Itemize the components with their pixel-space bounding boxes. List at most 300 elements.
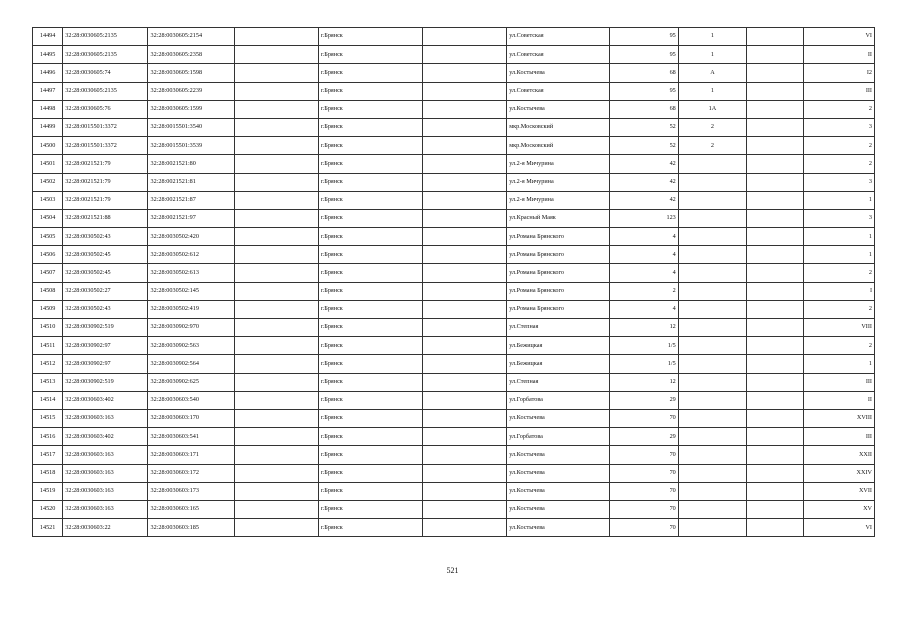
parcel-cadastral-number: 32:28:0030902:519 <box>63 319 148 337</box>
table-row <box>33 264 875 282</box>
spacer-cell <box>747 409 804 427</box>
empty-cell <box>423 137 507 155</box>
apartment-number: III <box>804 428 875 446</box>
parcel-cadastral-number: 32:28:0015501:3372 <box>63 137 148 155</box>
house-number: 68 <box>610 64 678 82</box>
row-number: 14519 <box>33 482 63 500</box>
empty-cell <box>423 282 507 300</box>
table-row <box>33 64 875 82</box>
apartment-number: XVIII <box>804 409 875 427</box>
row-number: 14504 <box>33 209 63 227</box>
object-cadastral-number: 32:28:0030603:170 <box>148 409 234 427</box>
spacer-cell <box>747 155 804 173</box>
city: г.Брянск <box>318 118 422 136</box>
row-number: 14509 <box>33 300 63 318</box>
row-number: 14503 <box>33 191 63 209</box>
apartment-number: VI <box>804 28 875 46</box>
empty-cell <box>423 264 507 282</box>
parcel-cadastral-number: 32:28:0030902:97 <box>63 337 148 355</box>
row-number: 14495 <box>33 46 63 64</box>
apartment-number: XXIV <box>804 464 875 482</box>
street: ул.2-я Мичурина <box>507 155 610 173</box>
house-number: 95 <box>610 28 678 46</box>
city: г.Брянск <box>318 464 422 482</box>
parcel-cadastral-number: 32:28:0030603:163 <box>63 500 148 518</box>
row-number: 14507 <box>33 264 63 282</box>
empty-cell <box>423 464 507 482</box>
spacer-cell <box>747 355 804 373</box>
city: г.Брянск <box>318 137 422 155</box>
street: ул.Советская <box>507 82 610 100</box>
table-row <box>33 191 875 209</box>
empty-cell <box>234 519 318 537</box>
house-number: 1/5 <box>610 355 678 373</box>
table-row <box>33 46 875 64</box>
empty-cell <box>423 319 507 337</box>
empty-cell <box>234 446 318 464</box>
street: ул.Красный Маяк <box>507 209 610 227</box>
empty-cell <box>423 100 507 118</box>
spacer-cell <box>747 500 804 518</box>
city: г.Брянск <box>318 500 422 518</box>
apartment-number: 2 <box>804 300 875 318</box>
building-number <box>678 173 746 191</box>
parcel-cadastral-number: 32:28:0021521:88 <box>63 209 148 227</box>
house-number: 95 <box>610 82 678 100</box>
object-cadastral-number: 32:28:0030603:541 <box>148 428 234 446</box>
apartment-number: XXII <box>804 446 875 464</box>
house-number: 70 <box>610 482 678 500</box>
street: ул.Романа Брянского <box>507 300 610 318</box>
empty-cell <box>423 28 507 46</box>
spacer-cell <box>747 28 804 46</box>
object-cadastral-number: 32:28:0030502:420 <box>148 228 234 246</box>
object-cadastral-number: 32:28:0030603:185 <box>148 519 234 537</box>
row-number: 14505 <box>33 228 63 246</box>
apartment-number: 1 <box>804 355 875 373</box>
empty-cell <box>423 246 507 264</box>
empty-cell <box>423 409 507 427</box>
apartment-number: XVII <box>804 482 875 500</box>
city: г.Брянск <box>318 82 422 100</box>
spacer-cell <box>747 173 804 191</box>
object-cadastral-number: 32:28:0030605:2358 <box>148 46 234 64</box>
row-number: 14514 <box>33 391 63 409</box>
row-number: 14511 <box>33 337 63 355</box>
empty-cell <box>423 191 507 209</box>
parcel-cadastral-number: 32:28:0021521:79 <box>63 173 148 191</box>
building-number <box>678 464 746 482</box>
parcel-cadastral-number: 32:28:0030502:43 <box>63 228 148 246</box>
row-number: 14516 <box>33 428 63 446</box>
spacer-cell <box>747 373 804 391</box>
street: ул.Степная <box>507 373 610 391</box>
parcel-cadastral-number: 32:28:0021521:79 <box>63 191 148 209</box>
city: г.Брянск <box>318 373 422 391</box>
street: ул.Костычева <box>507 409 610 427</box>
apartment-number: II <box>804 391 875 409</box>
city: г.Брянск <box>318 337 422 355</box>
street: ул.Степная <box>507 319 610 337</box>
house-number: 12 <box>610 319 678 337</box>
empty-cell <box>234 355 318 373</box>
spacer-cell <box>747 264 804 282</box>
object-cadastral-number: 32:28:0030605:2154 <box>148 28 234 46</box>
empty-cell <box>234 482 318 500</box>
row-number: 14497 <box>33 82 63 100</box>
parcel-cadastral-number: 32:28:0030603:163 <box>63 409 148 427</box>
building-number <box>678 228 746 246</box>
apartment-number: 3 <box>804 173 875 191</box>
street: ул.Костычева <box>507 519 610 537</box>
spacer-cell <box>747 228 804 246</box>
parcel-cadastral-number: 32:28:0030502:27 <box>63 282 148 300</box>
spacer-cell <box>747 428 804 446</box>
object-cadastral-number: 32:28:0021521:81 <box>148 173 234 191</box>
city: г.Брянск <box>318 191 422 209</box>
city: г.Брянск <box>318 246 422 264</box>
street: ул.Романа Брянского <box>507 228 610 246</box>
empty-cell <box>234 409 318 427</box>
table-row <box>33 28 875 46</box>
apartment-number: VIII <box>804 319 875 337</box>
empty-cell <box>234 282 318 300</box>
table-row <box>33 118 875 136</box>
row-number: 14498 <box>33 100 63 118</box>
row-number: 14496 <box>33 64 63 82</box>
parcel-cadastral-number: 32:28:0030502:43 <box>63 300 148 318</box>
building-number: А <box>678 64 746 82</box>
spacer-cell <box>747 118 804 136</box>
house-number: 123 <box>610 209 678 227</box>
apartment-number: III <box>804 82 875 100</box>
house-number: 4 <box>610 300 678 318</box>
street: ул.2-я Мичурина <box>507 173 610 191</box>
empty-cell <box>234 337 318 355</box>
building-number: 1А <box>678 100 746 118</box>
house-number: 4 <box>610 246 678 264</box>
house-number: 29 <box>610 428 678 446</box>
empty-cell <box>423 173 507 191</box>
empty-cell <box>234 173 318 191</box>
empty-cell <box>234 100 318 118</box>
apartment-number: VI <box>804 519 875 537</box>
parcel-cadastral-number: 32:28:0021521:79 <box>63 155 148 173</box>
city: г.Брянск <box>318 409 422 427</box>
object-cadastral-number: 32:28:0030605:1598 <box>148 64 234 82</box>
building-number <box>678 319 746 337</box>
spacer-cell <box>747 464 804 482</box>
object-cadastral-number: 32:28:0030603:171 <box>148 446 234 464</box>
row-number: 14512 <box>33 355 63 373</box>
parcel-cadastral-number: 32:28:0030605:2135 <box>63 28 148 46</box>
object-cadastral-number: 32:28:0030502:145 <box>148 282 234 300</box>
spacer-cell <box>747 191 804 209</box>
object-cadastral-number: 32:28:0030603:173 <box>148 482 234 500</box>
table-row <box>33 209 875 227</box>
building-number <box>678 355 746 373</box>
building-number <box>678 300 746 318</box>
empty-cell <box>234 28 318 46</box>
empty-cell <box>423 118 507 136</box>
empty-cell <box>234 82 318 100</box>
city: г.Брянск <box>318 209 422 227</box>
row-number: 14494 <box>33 28 63 46</box>
row-number: 14501 <box>33 155 63 173</box>
city: г.Брянск <box>318 28 422 46</box>
parcel-cadastral-number: 32:28:0030902:519 <box>63 373 148 391</box>
row-number: 14506 <box>33 246 63 264</box>
empty-cell <box>423 82 507 100</box>
city: г.Брянск <box>318 446 422 464</box>
house-number: 52 <box>610 137 678 155</box>
spacer-cell <box>747 319 804 337</box>
spacer-cell <box>747 209 804 227</box>
street: ул.Бежицкая <box>507 355 610 373</box>
city: г.Брянск <box>318 100 422 118</box>
street: ул.Романа Брянского <box>507 246 610 264</box>
table-row <box>33 82 875 100</box>
empty-cell <box>423 228 507 246</box>
object-cadastral-number: 32:28:0021521:97 <box>148 209 234 227</box>
row-number: 14517 <box>33 446 63 464</box>
row-number: 14500 <box>33 137 63 155</box>
building-number <box>678 519 746 537</box>
table-row <box>33 409 875 427</box>
table-row <box>33 282 875 300</box>
table-row <box>33 464 875 482</box>
parcel-cadastral-number: 32:28:0030902:97 <box>63 355 148 373</box>
apartment-number: 2 <box>804 264 875 282</box>
spacer-cell <box>747 82 804 100</box>
spacer-cell <box>747 100 804 118</box>
empty-cell <box>234 137 318 155</box>
empty-cell <box>234 155 318 173</box>
city: г.Брянск <box>318 391 422 409</box>
table-row <box>33 100 875 118</box>
parcel-cadastral-number: 32:28:0030502:45 <box>63 246 148 264</box>
house-number: 70 <box>610 500 678 518</box>
spacer-cell <box>747 519 804 537</box>
empty-cell <box>234 373 318 391</box>
city: г.Брянск <box>318 519 422 537</box>
apartment-number: XV <box>804 500 875 518</box>
object-cadastral-number: 32:28:0021521:87 <box>148 191 234 209</box>
city: г.Брянск <box>318 482 422 500</box>
object-cadastral-number: 32:28:0030502:419 <box>148 300 234 318</box>
table-row <box>33 482 875 500</box>
house-number: 42 <box>610 191 678 209</box>
building-number: 2 <box>678 118 746 136</box>
empty-cell <box>423 428 507 446</box>
row-number: 14508 <box>33 282 63 300</box>
table-row <box>33 246 875 264</box>
table-row <box>33 337 875 355</box>
empty-cell <box>423 391 507 409</box>
street: ул.2-я Мичурина <box>507 191 610 209</box>
empty-cell <box>234 64 318 82</box>
city: г.Брянск <box>318 355 422 373</box>
table-row <box>33 155 875 173</box>
building-number: 1 <box>678 46 746 64</box>
street: ул.Горбатова <box>507 391 610 409</box>
house-number: 70 <box>610 409 678 427</box>
object-cadastral-number: 32:28:0030502:613 <box>148 264 234 282</box>
row-number: 14502 <box>33 173 63 191</box>
spacer-cell <box>747 137 804 155</box>
empty-cell <box>234 209 318 227</box>
empty-cell <box>423 500 507 518</box>
empty-cell <box>234 300 318 318</box>
building-number <box>678 264 746 282</box>
building-number <box>678 446 746 464</box>
house-number: 52 <box>610 118 678 136</box>
object-cadastral-number: 32:28:0030605:2239 <box>148 82 234 100</box>
apartment-number: 2 <box>804 137 875 155</box>
object-cadastral-number: 32:28:0030902:563 <box>148 337 234 355</box>
apartment-number: II <box>804 46 875 64</box>
house-number: 42 <box>610 173 678 191</box>
object-cadastral-number: 32:28:0030502:612 <box>148 246 234 264</box>
building-number <box>678 409 746 427</box>
spacer-cell <box>747 391 804 409</box>
house-number: 29 <box>610 391 678 409</box>
page-number: 521 <box>446 566 459 575</box>
object-cadastral-number: 32:28:0030902:970 <box>148 319 234 337</box>
table-row <box>33 373 875 391</box>
house-number: 95 <box>610 46 678 64</box>
building-number <box>678 246 746 264</box>
parcel-cadastral-number: 32:28:0030603:402 <box>63 428 148 446</box>
table-row <box>33 173 875 191</box>
empty-cell <box>234 46 318 64</box>
empty-cell <box>234 319 318 337</box>
empty-cell <box>423 46 507 64</box>
street: ул.Костычева <box>507 446 610 464</box>
parcel-cadastral-number: 32:28:0030605:2135 <box>63 46 148 64</box>
row-number: 14521 <box>33 519 63 537</box>
house-number: 4 <box>610 264 678 282</box>
empty-cell <box>234 428 318 446</box>
object-cadastral-number: 32:28:0030603:172 <box>148 464 234 482</box>
house-number: 42 <box>610 155 678 173</box>
house-number: 4 <box>610 228 678 246</box>
building-number: 1 <box>678 28 746 46</box>
city: г.Брянск <box>318 300 422 318</box>
empty-cell <box>234 246 318 264</box>
house-number: 12 <box>610 373 678 391</box>
street: ул.Костычева <box>507 464 610 482</box>
house-number: 1/5 <box>610 337 678 355</box>
empty-cell <box>423 337 507 355</box>
city: г.Брянск <box>318 282 422 300</box>
object-cadastral-number: 32:28:0015501:3540 <box>148 118 234 136</box>
apartment-number: 2 <box>804 337 875 355</box>
building-number <box>678 428 746 446</box>
table-row <box>33 500 875 518</box>
parcel-cadastral-number: 32:28:0030603:22 <box>63 519 148 537</box>
empty-cell <box>234 191 318 209</box>
empty-cell <box>423 446 507 464</box>
empty-cell <box>423 373 507 391</box>
empty-cell <box>423 482 507 500</box>
apartment-number: I <box>804 282 875 300</box>
city: г.Брянск <box>318 173 422 191</box>
row-number: 14518 <box>33 464 63 482</box>
street: ул.Костычева <box>507 100 610 118</box>
spacer-cell <box>747 300 804 318</box>
building-number <box>678 373 746 391</box>
parcel-cadastral-number: 32:28:0030502:45 <box>63 264 148 282</box>
city: г.Брянск <box>318 155 422 173</box>
parcel-cadastral-number: 32:28:0030605:74 <box>63 64 148 82</box>
empty-cell <box>234 500 318 518</box>
building-number <box>678 282 746 300</box>
city: г.Брянск <box>318 264 422 282</box>
building-number <box>678 209 746 227</box>
spacer-cell <box>747 282 804 300</box>
row-number: 14513 <box>33 373 63 391</box>
empty-cell <box>234 228 318 246</box>
city: г.Брянск <box>318 46 422 64</box>
apartment-number: 2 <box>804 100 875 118</box>
spacer-cell <box>747 246 804 264</box>
empty-cell <box>234 264 318 282</box>
empty-cell <box>234 118 318 136</box>
empty-cell <box>234 464 318 482</box>
empty-cell <box>234 391 318 409</box>
object-cadastral-number: 32:28:0021521:80 <box>148 155 234 173</box>
table-row <box>33 319 875 337</box>
empty-cell <box>423 64 507 82</box>
apartment-number: 3 <box>804 118 875 136</box>
row-number: 14520 <box>33 500 63 518</box>
street: ул.Костычева <box>507 482 610 500</box>
street: ул.Романа Брянского <box>507 264 610 282</box>
empty-cell <box>423 155 507 173</box>
table-row <box>33 355 875 373</box>
parcel-cadastral-number: 32:28:0015501:3372 <box>63 118 148 136</box>
parcel-cadastral-number: 32:28:0030605:2135 <box>63 82 148 100</box>
registry-table <box>32 27 875 537</box>
table-row <box>33 228 875 246</box>
parcel-cadastral-number: 32:28:0030603:163 <box>63 482 148 500</box>
object-cadastral-number: 32:28:0030603:165 <box>148 500 234 518</box>
street: ул.Бежицкая <box>507 337 610 355</box>
house-number: 70 <box>610 464 678 482</box>
object-cadastral-number: 32:28:0030902:564 <box>148 355 234 373</box>
house-number: 70 <box>610 519 678 537</box>
city: г.Брянск <box>318 64 422 82</box>
street: ул.Костычева <box>507 500 610 518</box>
empty-cell <box>423 300 507 318</box>
apartment-number: 1 <box>804 228 875 246</box>
spacer-cell <box>747 46 804 64</box>
apartment-number: 1 <box>804 191 875 209</box>
table-row <box>33 519 875 537</box>
object-cadastral-number: 32:28:0030605:1599 <box>148 100 234 118</box>
house-number: 2 <box>610 282 678 300</box>
table-row <box>33 446 875 464</box>
object-cadastral-number: 32:28:0030603:540 <box>148 391 234 409</box>
street: ул.Горбатова <box>507 428 610 446</box>
empty-cell <box>423 209 507 227</box>
building-number <box>678 482 746 500</box>
building-number <box>678 155 746 173</box>
parcel-cadastral-number: 32:28:0030603:163 <box>63 464 148 482</box>
parcel-cadastral-number: 32:28:0030603:163 <box>63 446 148 464</box>
street: ул.Костычева <box>507 64 610 82</box>
